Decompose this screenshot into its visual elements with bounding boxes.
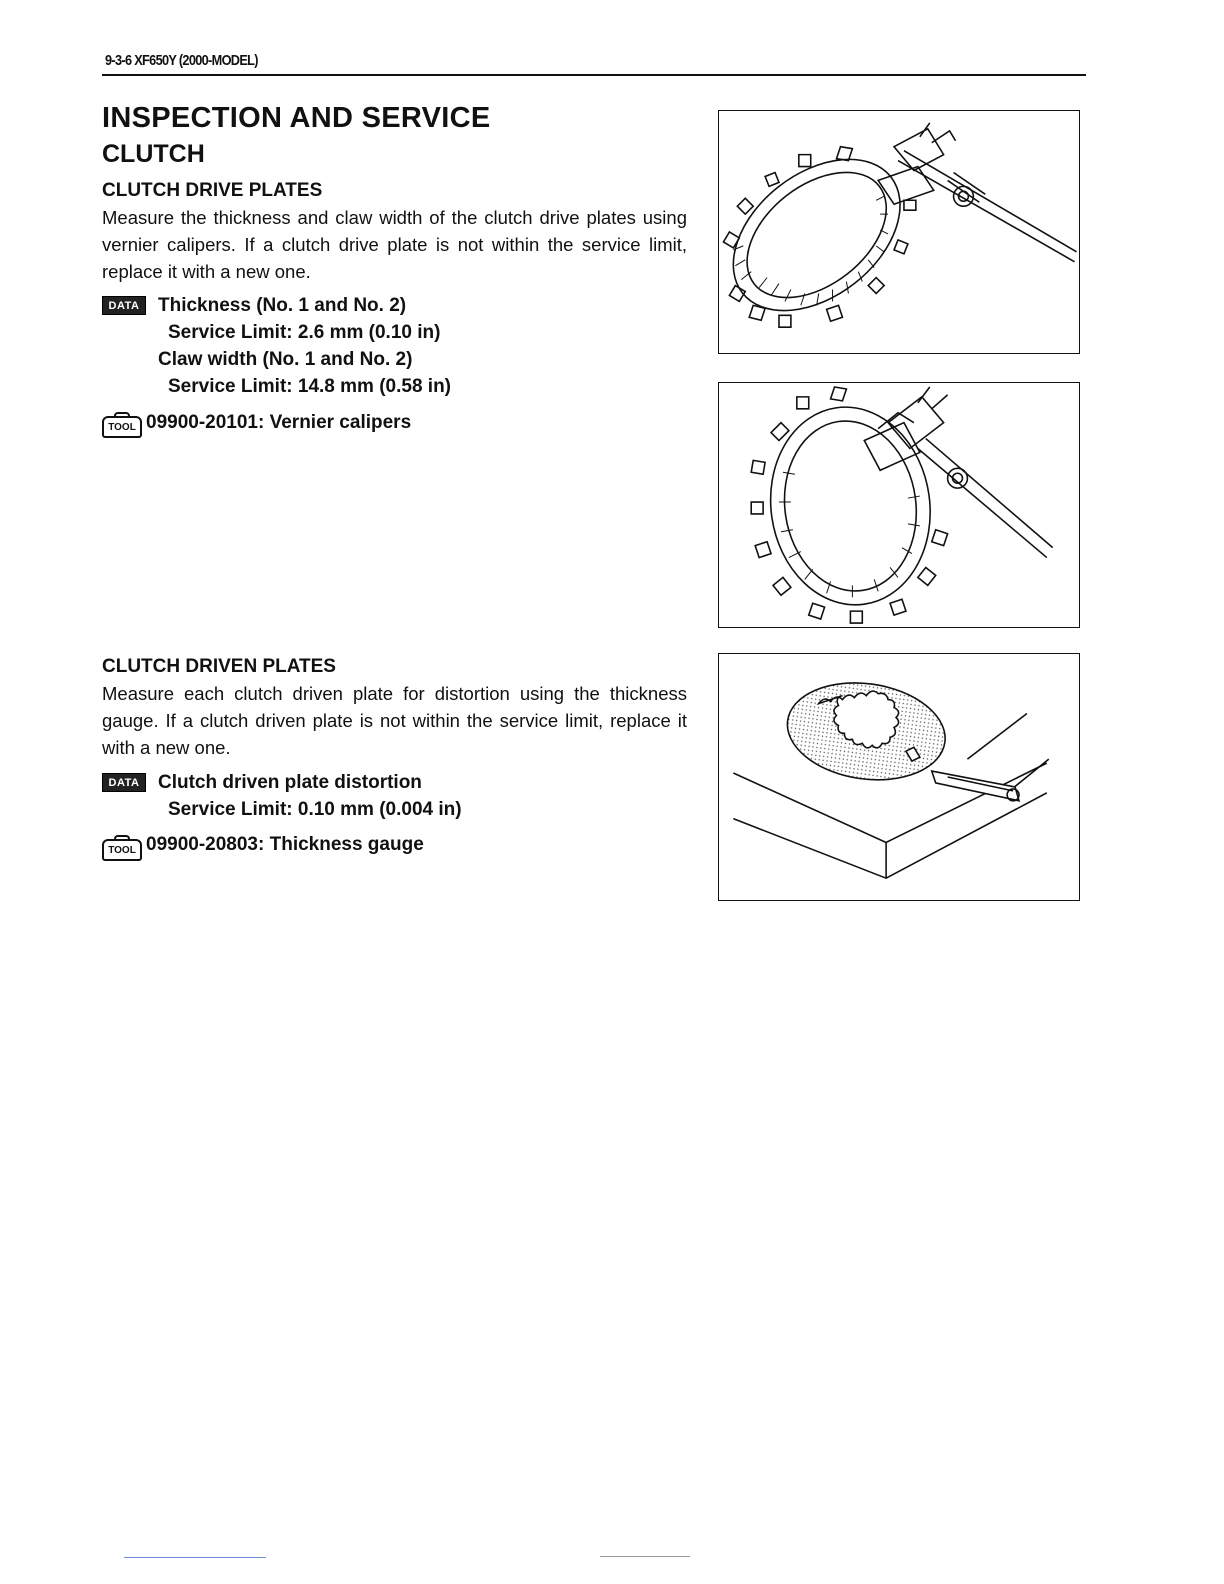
distortion-spec-label: Clutch driven plate distortion — [158, 772, 422, 793]
drive-plate-thickness-figure — [718, 110, 1080, 354]
tool-icon: TOOL — [102, 839, 142, 861]
tool-icon: TOOL — [102, 416, 142, 438]
scan-artifact-line — [124, 1557, 266, 1558]
section-title: CLUTCH — [102, 140, 205, 168]
driven-plate-distortion-illustration — [719, 654, 1079, 900]
driven-plate-distortion-figure — [718, 653, 1080, 901]
drive-plates-heading: CLUTCH DRIVE PLATES — [102, 180, 323, 201]
driven-plates-paragraph: Measure each clutch driven plate for distortion using the thickness gauge. If a clutch driven plate is not within the service limit, replace it with a new one. — [102, 683, 687, 758]
thickness-spec-label: Thickness (No. 1 and No. 2) — [158, 295, 407, 316]
vernier-calipers-tool: 09900-20101: Vernier calipers — [146, 412, 412, 433]
drive-plate-claw-width-figure — [718, 382, 1080, 628]
page-title: INSPECTION AND SERVICE — [102, 102, 491, 134]
scan-artifact-line — [600, 1556, 690, 1557]
data-icon: DATA — [102, 773, 146, 792]
thickness-service-limit: Service Limit: 2.6 mm (0.10 in) — [168, 322, 441, 343]
page-header-text: 9-3-6 XF650Y (2000-MODEL) — [105, 52, 258, 69]
distortion-service-limit: Service Limit: 0.10 mm (0.004 in) — [168, 799, 462, 820]
driven-plates-heading: CLUTCH DRIVEN PLATES — [102, 656, 336, 677]
data-icon: DATA — [102, 296, 146, 315]
page-header — [102, 50, 1086, 76]
claw-width-spec-label: Claw width (No. 1 and No. 2) — [158, 349, 413, 370]
drive-plates-paragraph: Measure the thickness and claw width of the clutch drive plates using vernier calipers. If a clutch drive plate is not within the service limit, replace it with a new one. — [102, 207, 687, 282]
drive-plate-claw-width-illustration — [719, 383, 1079, 627]
claw-width-service-limit: Service Limit: 14.8 mm (0.58 in) — [168, 376, 452, 397]
thickness-gauge-tool: 09900-20803: Thickness gauge — [146, 834, 424, 855]
drive-plate-thickness-illustration — [719, 111, 1079, 353]
